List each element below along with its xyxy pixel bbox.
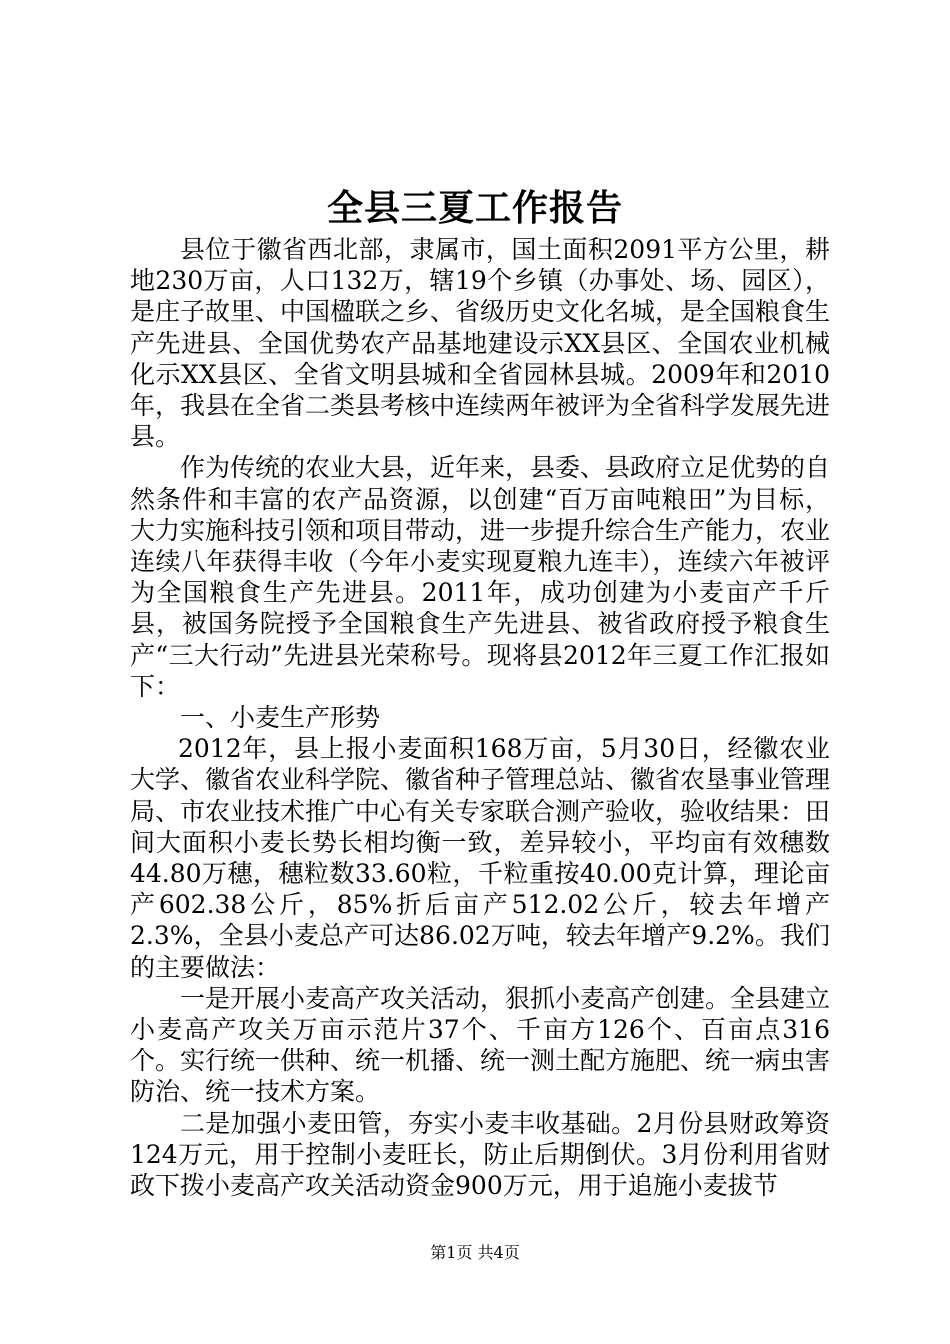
document-body <box>130 234 830 1201</box>
section-heading: 一、小麦生产形势 <box>180 703 381 733</box>
paragraph-measure-one: 一是开展小麦高产攻关活动，狠抓小麦高产创建。全县建立小麦高产攻关万亩示范片37个、千亩方126个、百亩点316个。实行统一供种、统一机播、统一测土配方施肥、统一病虫害防治、统一技术方案。 <box>130 983 831 1107</box>
paragraph-measure-two: 二是加强小麦田管，夯实小麦丰收基础。2月份县财政筹资124万元，用于控制小麦旺长，防止后期倒伏。3月份利用省财政下拨小麦高产攻关活动资金900万元，用于追施小麦拔节 <box>130 1108 830 1201</box>
document-title: 全县三夏工作报告 <box>326 187 623 229</box>
paragraph-background: 作为传统的农业大县，近年来，县委、县政府立足优势的自然条件和丰富的农产品资源，以创建“百万亩吨粮田”为目标，大力实施科技引领和项目带动，进一步提升综合生产能力，农业连续八年获得丰收（今年小麦实现夏粮九连丰），连续六年被评为全国粮食生产先进县。2011年，成功创建为小麦亩产千斤县，被国务院授予全国粮食生产先进县、被省政府授予粮食生产“三大行动”先进县光荣称号。现将县2012年三夏工作汇报如下： <box>130 453 831 701</box>
paragraph-wheat-situation: 2012年，县上报小麦面积168万亩，5月30日，经徽农业大学、徽省农业科学院、徽省种子管理总站、徽省农垦事业管理局、市农业技术推广中心有关专家联合测产验收，验收结果：田间大面积小麦长势长相均衡一致，差异较小，平均亩有效穗数44.80万穗，穗粒数33.60粒，千粒重按40.00克计算，理论亩产602.38公斤，85%折后亩产512.02公斤，较去年增产2.3%，全县小麦总产可达86.02万吨，较去年增产9.2%。我们的主要做法： <box>130 734 831 982</box>
page-footer: 第1页 共4页 <box>430 1243 520 1262</box>
paragraph-overview: 县位于徽省西北部，隶属市，国土面积2091平方公里，耕地230万亩，人口132万，辖19个乡镇（办事处、场、园区），是庄子故里、中国楹联之乡、省级历史文化名城，是全国粮食生产先进县、全国优势农产品基地建设示XX县区、全国农业机械化示XX县区、全省文明县城和全省园林县城。2009年和2010年，我县在全省二类县考核中连续两年被评为全省科学发展先进县。 <box>130 235 831 452</box>
